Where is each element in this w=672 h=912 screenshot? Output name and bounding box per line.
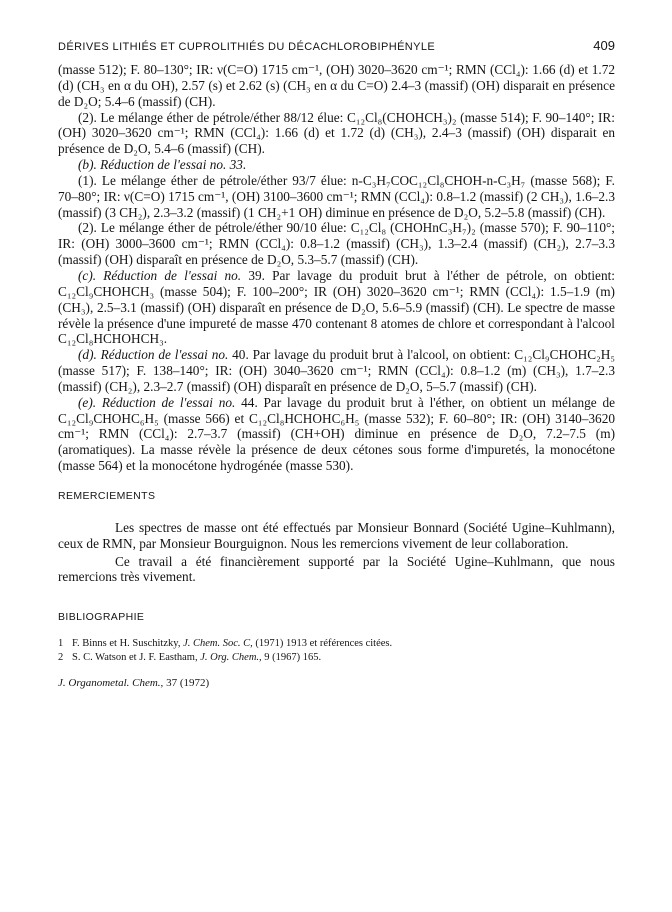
italic-text: (c). Réduction de l'essai no.	[78, 267, 242, 283]
journal-name: J. Organometal. Chem.,	[58, 677, 164, 690]
body-paragraph	[58, 395, 615, 474]
reference-number: 2	[58, 652, 64, 664]
reference-item	[58, 637, 615, 651]
body-paragraph	[58, 157, 615, 173]
italic-text: (e). Réduction de l'essai no.	[78, 394, 236, 410]
reference-item	[58, 651, 615, 665]
italic-text: J. Org. Chem.,	[200, 652, 262, 664]
text-run: F. Binns et H. Suschitzky,	[72, 638, 184, 650]
body-paragraph	[58, 110, 615, 158]
italic-text: (b). Réduction de l'essai no. 33.	[78, 157, 247, 173]
italic-text: J. Chem. Soc. C,	[183, 638, 253, 650]
reference-number: 1	[58, 638, 64, 650]
body-paragraph	[58, 268, 615, 347]
text-run: 9 (1967) 165.	[261, 652, 322, 664]
journal-volume-year: 37 (1972)	[163, 677, 210, 690]
body-paragraph	[58, 220, 615, 268]
acknowledgement-paragraph: Les spectres de masse ont été effectués par Monsieur Bonnard (Société Ugine–Kuhlmann), ceux de RMN, par Monsieur Bourguignon. Nous les remercions vivement de leur collaboration.	[58, 519, 615, 551]
experimental-text	[58, 62, 615, 474]
body-paragraph	[58, 173, 615, 221]
text-run: 40. Par lavage du produit brut à l'alcool, on obtient: C₁₂Cl₉CHOHC₂H₅ (masse 517); F. 138–140°; IR: (OH) 3040–3620 cm⁻¹; RMN (CCl₄): 0.8–1.2 (m) (CH₃), 1.7–2.3 (massif) (CH₂), 2.3–2.7 (massif) (OH) disparaît en présence de D₂O, 5–5.7 (massif) (CH).	[58, 347, 615, 394]
body-paragraph	[58, 347, 615, 395]
text-run: (1). Le mélange éther de pétrole/éther 93/7 élue: n-C₃H₇COC₁₂Cl₈CHOH-n-C₃H₇ (masse 568); F. 70–80°; IR: ν(C=O) 1715 cm⁻¹, (OH) 3100–3600 cm⁻¹; RMN (CCl₄): 0.8–1.2 (massif) (2 CH₃), 1.6–2.3 (massif) (3 CH₂), 2.3–3.2 (massif) (1 CH₂+1 OH) diminue en présence de D₂O, 5.2–5.8 (massif) (CH).	[58, 172, 615, 220]
text-run: (1971) 1913 et références citées.	[252, 638, 393, 650]
journal-citation	[58, 677, 615, 689]
acknowledgement-paragraph: Ce travail a été financièrement supporté par la Société Ugine–Kuhlmann, que nous remercions très vivement.	[58, 553, 615, 585]
body-paragraph	[58, 62, 615, 110]
reference-text	[72, 651, 321, 665]
italic-text: (d). Réduction de l'essai no.	[78, 347, 229, 363]
reference-list	[58, 637, 615, 665]
page-header	[58, 38, 615, 60]
acknowledgements-text	[58, 520, 615, 585]
bibliography-heading: BIBLIOGRAPHIE	[58, 611, 145, 624]
text-run: (masse 512); F. 80–130°; IR: ν(C=O) 1715 cm⁻¹, (OH) 3020–3620 cm⁻¹; RMN (CCl₄): 1.66 (d) et 1.72 (d) (CH₃ en α du OH), 2.57 (s) et 2.62 (s) (CH₃ en α du C=O) 2.4–3 (massif) (OH) disparait en présence de D₂O; 5.4–6 (massif) (CH).	[58, 62, 615, 109]
text-run: (2). Le mélange éther de pétrole/éther 90/10 élue: C₁₂Cl₈ (CHOHnC₃H₇)₂ (masse 570); F. 90–110°; IR: (OH) 3000–3600 cm⁻¹; RMN (CCl₄): 0.8–1.2 (massif) (CH₃), 1.3–2.4 (massif) (CH₂), 2.7–3.3 (massif) (OH) disparaît en présence de D₂O, 5.3–5.7 (massif) (CH).	[58, 220, 615, 268]
page	[58, 38, 615, 689]
page-number: 409	[593, 38, 615, 53]
text-run: (2). Le mélange éther de pétrole/éther 88/12 élue: C₁₂Cl₈(CHOHCH₃)₂ (masse 514); F. 90–140°; IR: (OH) 3020–3620 cm⁻¹; RMN (CCl₄): 1.66 (d) et 1.72 (d) (CH₃), 2.4–3 (massif) (OH) disparait en présence de D₂O, 5.4–6 (massif) (CH).	[58, 109, 615, 157]
reference-text	[72, 637, 392, 651]
text-run: 39. Par lavage du produit brut à l'éther de pétrole, on obtient: C₁₂Cl₉CHOHCH₃ (masse 504); F. 100–200°; IR (OH) 3020–3620 cm⁻¹; RMN (CCl₄): 1.5–1.9 (m) (CH₃), 2.5–3.1 (massif) (OH) disparaît en présence de D₂O, 5.6–5.9 (massif) (CH). Le spectre de masse révèle la présence d'une impureté de masse 470 contenant 8 atomes de chlore et correspondant à l'alcool C₁₂Cl₈HCHOHCH₃.	[58, 267, 615, 347]
text-run: 44. Par lavage du produit brut à l'éther, on obtient un mélange de C₁₂Cl₉CHOHC₆H₅ (masse 566) et C₁₂Cl₈HCHOHC₆H₅ (masse 532); F. 60–80°; IR: (OH) 3140–3620 cm⁻¹; RMN (CCl₄): 2.7–3.7 (massif) (CH+OH) diminue en présence de D₂O, 7.2–7.5 (m) (aromatiques). La masse révèle la présence de deux cétones sous forme d'impuretés, la monocétone (masse 564) et la monocétone hydrogénée (masse 530).	[58, 394, 616, 474]
text-run: S. C. Watson et J. F. Eastham,	[72, 652, 201, 664]
acknowledgements-heading: REMERCIEMENTS	[58, 489, 156, 502]
running-head: DÉRIVES LITHIÉS ET CUPROLITHIÉS DU DÉCACHLOROBIPHÉNYLE	[58, 41, 436, 53]
